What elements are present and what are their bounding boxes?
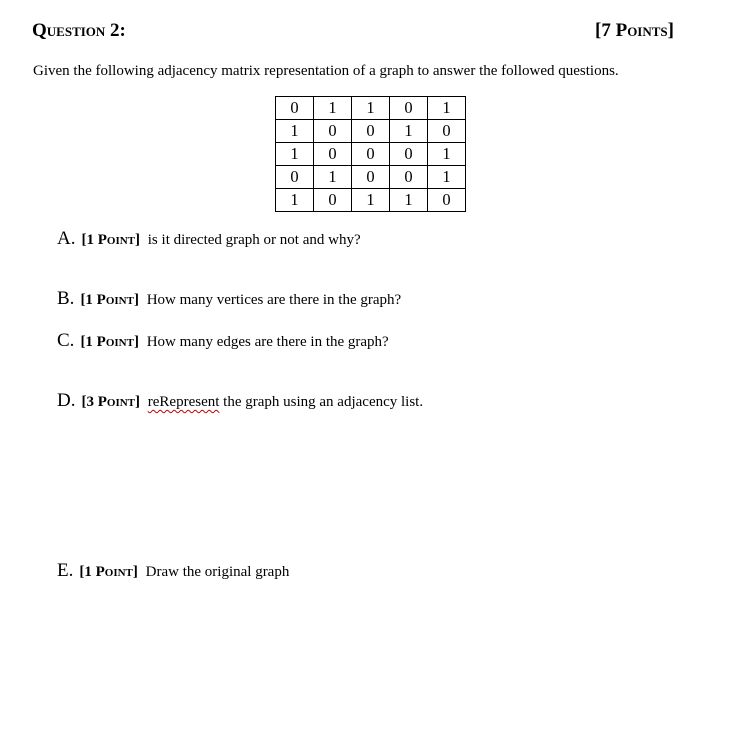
question-d <box>57 390 423 412</box>
adjacency-matrix <box>275 96 466 212</box>
matrix-cell: 0 <box>314 189 352 212</box>
matrix-row <box>276 166 466 189</box>
matrix-cell: 1 <box>276 143 314 166</box>
matrix-cell: 1 <box>352 189 390 212</box>
question-a-text: is it directed graph or not and why? <box>147 232 361 248</box>
matrix-cell: 1 <box>390 189 428 212</box>
matrix-cell: 0 <box>352 166 390 189</box>
matrix-row <box>276 143 466 166</box>
question-b <box>57 288 401 310</box>
question-points: [7 Points] <box>595 20 674 41</box>
matrix-cell: 0 <box>314 120 352 143</box>
matrix-cell: 1 <box>314 166 352 189</box>
matrix-cell: 1 <box>276 120 314 143</box>
question-c-letter: C. <box>57 330 75 351</box>
question-title: Question 2: <box>32 20 126 41</box>
matrix-cell: 0 <box>390 143 428 166</box>
matrix-cell: 0 <box>390 166 428 189</box>
intro-text: Given the following adjacency matrix representation of a graph to answer the followed questions. <box>33 63 619 79</box>
question-e-text: Draw the original graph <box>145 564 290 580</box>
question-e-letter: E. <box>57 560 74 581</box>
matrix-row <box>276 97 466 120</box>
matrix-cell: 1 <box>276 189 314 212</box>
matrix-cell: 0 <box>428 120 466 143</box>
question-d-text: the graph using an adjacency list. <box>223 394 424 410</box>
matrix-cell: 1 <box>314 97 352 120</box>
question-b-letter: B. <box>57 288 75 309</box>
matrix-cell: 0 <box>276 97 314 120</box>
question-c-text: How many edges are there in the graph? <box>146 334 389 350</box>
question-e <box>57 560 289 582</box>
question-a-letter: A. <box>57 228 76 249</box>
matrix-cell: 0 <box>276 166 314 189</box>
question-c-points: [1 Point] <box>80 334 139 350</box>
matrix-cell: 1 <box>428 143 466 166</box>
matrix-row <box>276 189 466 212</box>
matrix-cell: 1 <box>428 97 466 120</box>
matrix-cell: 0 <box>428 189 466 212</box>
matrix-cell: 0 <box>352 120 390 143</box>
question-d-letter: D. <box>57 390 76 411</box>
question-d-misspelled-word: reRepresent <box>147 394 220 410</box>
question-b-points: [1 Point] <box>80 292 139 308</box>
matrix-cell: 0 <box>390 97 428 120</box>
question-a-points: [1 Point] <box>81 232 141 248</box>
matrix-cell: 1 <box>390 120 428 143</box>
matrix-cell: 1 <box>428 166 466 189</box>
matrix-cell: 1 <box>352 97 390 120</box>
matrix-cell: 0 <box>352 143 390 166</box>
matrix-cell: 0 <box>314 143 352 166</box>
question-d-points: [3 Point] <box>81 394 141 410</box>
question-a <box>57 228 361 250</box>
question-c <box>57 330 389 352</box>
question-b-text: How many vertices are there in the graph? <box>146 292 402 308</box>
question-e-points: [1 Point] <box>79 564 138 580</box>
matrix-row <box>276 120 466 143</box>
